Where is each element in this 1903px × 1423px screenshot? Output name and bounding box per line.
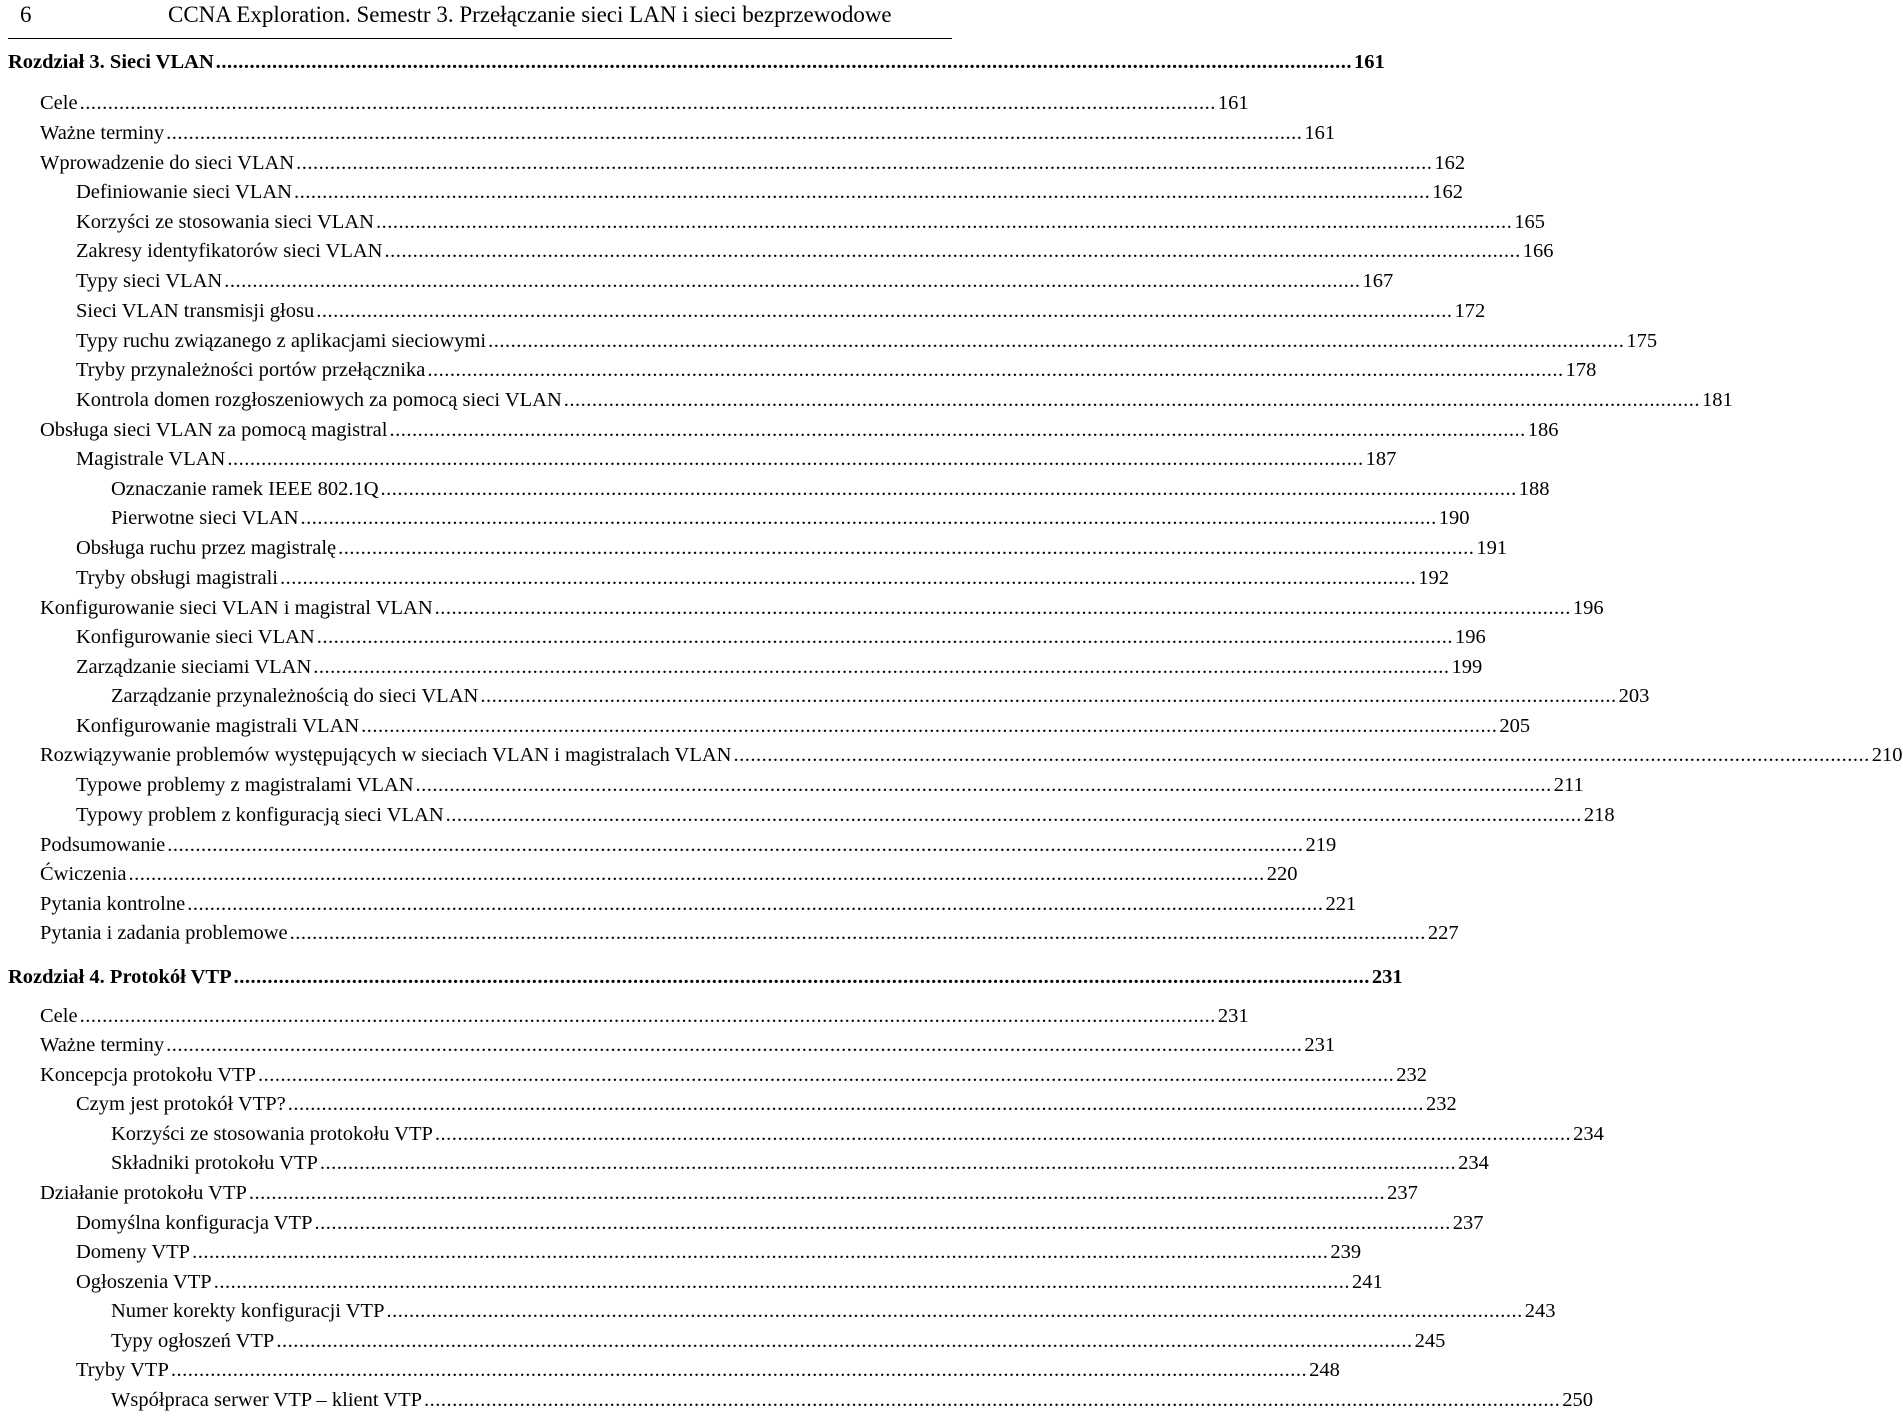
toc-entry-label: Kontrola domen rozgłoszeniowych za pomocą sieci VLAN xyxy=(76,389,562,411)
dot-leader: .......................................................................................................................................................................................................... xyxy=(338,537,1475,559)
toc-entry-label: Czym jest protokół VTP? xyxy=(76,1093,286,1115)
toc-entry-label: Rozwiązywanie problemów występujących w sieciach VLAN i magistralach VLAN xyxy=(40,744,732,766)
dot-leader: .......................................................................................................................................................................................................... xyxy=(167,834,1304,856)
dot-leader: .......................................................................................................................................................................................................... xyxy=(279,567,1417,589)
toc-entry[interactable] xyxy=(0,712,1531,740)
toc-chapter[interactable] xyxy=(0,963,1403,991)
dot-leader: .......................................................................................................................................................................................................... xyxy=(427,359,1564,381)
toc-entry[interactable] xyxy=(0,504,1470,532)
toc-entry-label: Korzyści ze stosowania protokołu VTP xyxy=(111,1123,433,1145)
dot-leader: .......................................................................................................................................................................................................... xyxy=(434,1123,1572,1145)
toc-page-number: 205 xyxy=(1499,715,1531,737)
dot-leader: .......................................................................................................................................................................................................... xyxy=(314,1212,1451,1234)
toc-page-number: 231 xyxy=(1304,1034,1336,1056)
toc-page-number: 187 xyxy=(1365,448,1397,470)
toc-entry-label: Cele xyxy=(40,92,78,114)
toc-page-number: 161 xyxy=(1304,122,1336,144)
toc-page-number: 162 xyxy=(1432,181,1463,203)
toc-page-number: 211 xyxy=(1553,774,1584,796)
toc-entry[interactable] xyxy=(0,1120,1604,1148)
toc-entry-label: Sieci VLAN transmisji głosu xyxy=(76,300,315,322)
toc-page-number: 245 xyxy=(1414,1330,1446,1352)
toc-entry[interactable] xyxy=(0,356,1597,384)
dot-leader: .......................................................................................................................................................................................................... xyxy=(215,51,1353,73)
dot-leader: .......................................................................................................................................................................................................... xyxy=(389,419,1526,441)
toc-entry[interactable] xyxy=(0,1090,1457,1118)
toc-entry-label: Konfigurowanie magistrali VLAN xyxy=(76,715,360,737)
toc-entry-label: Typy ogłoszeń VTP xyxy=(111,1330,275,1352)
toc-page-number: 227 xyxy=(1427,922,1459,944)
toc-entry[interactable] xyxy=(0,149,1466,177)
toc-entry-label: Wprowadzenie do sieci VLAN xyxy=(40,152,295,174)
toc-entry-label: Typy ruchu związanego z aplikacjami sieciowymi xyxy=(76,330,487,352)
toc-entry-label: Składniki protokołu VTP xyxy=(111,1152,318,1174)
dot-leader: .......................................................................................................................................................................................................... xyxy=(445,804,1582,826)
toc-page-number: 239 xyxy=(1330,1241,1362,1263)
toc-entry[interactable] xyxy=(0,178,1463,206)
toc-entry[interactable] xyxy=(0,534,1508,562)
toc-page-number: 220 xyxy=(1266,863,1298,885)
toc-entry[interactable] xyxy=(0,1356,1340,1384)
toc-entry[interactable] xyxy=(0,208,1545,236)
dot-leader: .......................................................................................................................................................................................................... xyxy=(361,715,1498,737)
dot-leader: .......................................................................................................................................................................................................... xyxy=(257,1064,1395,1086)
dot-leader: .......................................................................................................................................................................................................... xyxy=(563,389,1701,411)
toc-entry-label: Typy sieci VLAN xyxy=(76,270,223,292)
toc-page-number: 196 xyxy=(1454,626,1486,648)
toc-entry[interactable] xyxy=(0,682,1650,710)
toc-page-number: 232 xyxy=(1396,1064,1427,1086)
toc-page-number: 166 xyxy=(1522,240,1554,262)
toc-entry-label: Korzyści ze stosowania sieci VLAN xyxy=(76,211,374,233)
toc-entry-label: Magistrale VLAN xyxy=(76,448,226,470)
dot-leader: .......................................................................................................................................................................................................... xyxy=(380,478,1517,500)
toc-entry[interactable] xyxy=(0,1002,1249,1030)
toc-entry-label: Działanie protokołu VTP xyxy=(40,1182,247,1204)
toc-entry-label: Definiowanie sieci VLAN xyxy=(76,181,292,203)
toc-entry-label: Konfigurowanie sieci VLAN xyxy=(76,626,315,648)
toc-page-number: 237 xyxy=(1452,1212,1484,1234)
toc-page-number: 190 xyxy=(1438,507,1470,529)
toc-entry-label: Ćwiczenia xyxy=(40,863,127,885)
dot-leader: .......................................................................................................................................................................................................... xyxy=(233,966,1370,988)
dot-leader: .......................................................................................................................................................................................................... xyxy=(128,863,1265,885)
toc-page-number: 165 xyxy=(1514,211,1545,233)
toc-entry-label: Rozdział 3. Sieci VLAN xyxy=(8,51,214,73)
toc-entry[interactable] xyxy=(0,386,1733,414)
toc-page-number: 162 xyxy=(1434,152,1466,174)
dot-leader: .......................................................................................................................................................................................................... xyxy=(415,774,1552,796)
toc-entry-label: Pytania i zadania problemowe xyxy=(40,922,288,944)
dot-leader: .......................................................................................................................................................................................................... xyxy=(434,597,1571,619)
dot-leader: .......................................................................................................................................................................................................... xyxy=(166,122,1303,144)
toc-entry[interactable] xyxy=(0,564,1449,592)
toc-entry-label: Pierwotne sieci VLAN xyxy=(111,507,299,529)
dot-leader: .......................................................................................................................................................................................................... xyxy=(386,1300,1523,1322)
dot-leader: .......................................................................................................................................................................................................... xyxy=(248,1182,1386,1204)
dot-leader: .......................................................................................................................................................................................................... xyxy=(79,1005,1216,1027)
toc-entry-label: Zakresy identyfikatorów sieci VLAN xyxy=(76,240,383,262)
dot-leader: .......................................................................................................................................................................................................... xyxy=(79,92,1216,114)
toc-page-number: 248 xyxy=(1309,1359,1340,1381)
dot-leader: .......................................................................................................................................................................................................... xyxy=(213,1271,1350,1293)
toc-page-number: 219 xyxy=(1305,834,1337,856)
toc-entry[interactable] xyxy=(0,1297,1556,1325)
toc-page-number: 172 xyxy=(1454,300,1486,322)
dot-leader: .......................................................................................................................................................................................................... xyxy=(224,270,1361,292)
toc-entry-label: Cele xyxy=(40,1005,78,1027)
toc-page-number: 203 xyxy=(1618,685,1650,707)
toc-page-number: 232 xyxy=(1426,1093,1457,1115)
toc-entry-label: Rozdział 4. Protokół VTP xyxy=(8,966,232,988)
toc-entry[interactable] xyxy=(0,1209,1484,1237)
dot-leader: .......................................................................................................................................................................................................... xyxy=(289,922,1426,944)
toc-page-number: 243 xyxy=(1524,1300,1556,1322)
toc-entry[interactable] xyxy=(0,1327,1446,1355)
toc-entry-label: Ważne terminy xyxy=(40,122,165,144)
toc-entry[interactable] xyxy=(0,445,1397,473)
toc-entry[interactable] xyxy=(0,119,1336,147)
toc-page-number: 192 xyxy=(1418,567,1449,589)
toc-entry[interactable] xyxy=(0,594,1604,622)
toc-page-number: 234 xyxy=(1458,1152,1489,1174)
toc-entry[interactable] xyxy=(0,89,1249,117)
dot-leader: .......................................................................................................................................................................................................... xyxy=(384,240,1521,262)
dot-leader: .......................................................................................................................................................................................................... xyxy=(480,685,1617,707)
toc-page-number: 234 xyxy=(1573,1123,1604,1145)
dot-leader: .......................................................................................................................................................................................................... xyxy=(313,656,1450,678)
toc-entry[interactable] xyxy=(0,919,1459,947)
toc-page-number: 186 xyxy=(1527,419,1559,441)
toc-entry-label: Tryby VTP xyxy=(76,1359,169,1381)
dot-leader: .......................................................................................................................................................................................................... xyxy=(192,1241,1329,1263)
toc-entry-label: Współpraca serwer VTP – klient VTP xyxy=(111,1389,423,1411)
dot-leader: .......................................................................................................................................................................................................... xyxy=(300,507,1437,529)
toc-entry-label: Koncepcja protokołu VTP xyxy=(40,1064,256,1086)
toc-entry-label: Tryby przynależności portów przełącznika xyxy=(76,359,426,381)
toc-entry[interactable] xyxy=(0,831,1337,859)
dot-leader: .......................................................................................................................................................................................................... xyxy=(227,448,1364,470)
toc-page-number: 181 xyxy=(1702,389,1733,411)
toc-entry[interactable] xyxy=(0,623,1486,651)
toc-page-number: 161 xyxy=(1217,92,1249,114)
toc-page-number: 221 xyxy=(1325,893,1357,915)
toc-entry-label: Obsługa sieci VLAN za pomocą magistral xyxy=(40,419,388,441)
toc-entry-label: Ważne terminy xyxy=(40,1034,165,1056)
dot-leader: .......................................................................................................................................................................................................... xyxy=(319,1152,1457,1174)
running-title: CCNA Exploration. Semestr 3. Przełączanie sieci LAN i sieci bezprzewodowe xyxy=(168,2,892,27)
dot-leader: .......................................................................................................................................................................................................... xyxy=(287,1093,1424,1115)
toc-entry[interactable] xyxy=(0,416,1559,444)
toc-entry[interactable] xyxy=(0,237,1554,265)
toc-page-number: 250 xyxy=(1562,1389,1594,1411)
toc-page-number: 178 xyxy=(1565,359,1597,381)
dot-leader: .......................................................................................................................................................................................................... xyxy=(375,211,1513,233)
toc-entry-label: Typowe problemy z magistralami VLAN xyxy=(76,774,414,796)
toc-entry-label: Domeny VTP xyxy=(76,1241,191,1263)
toc-page-number: 231 xyxy=(1217,1005,1249,1027)
toc-entry-label: Zarządzanie sieciami VLAN xyxy=(76,656,312,678)
toc-entry[interactable] xyxy=(0,653,1483,681)
toc-page-number: 199 xyxy=(1451,656,1483,678)
toc-entry[interactable] xyxy=(0,1031,1336,1059)
toc-entry[interactable] xyxy=(0,890,1357,918)
toc-entry-label: Typowy problem z konfiguracją sieci VLAN xyxy=(76,804,444,826)
toc-page-number: 175 xyxy=(1626,330,1658,352)
toc-page-number: 241 xyxy=(1351,1271,1383,1293)
toc-page-number: 218 xyxy=(1583,804,1615,826)
toc-chapter[interactable] xyxy=(0,48,1385,76)
dot-leader: .......................................................................................................................................................................................................... xyxy=(170,1359,1308,1381)
toc-entry[interactable] xyxy=(0,1061,1427,1089)
toc-page-number: 167 xyxy=(1362,270,1394,292)
toc-entry[interactable] xyxy=(0,1386,1594,1414)
toc-entry-label: Zarządzanie przynależnością do sieci VLAN xyxy=(111,685,479,707)
toc-page-number: 237 xyxy=(1387,1182,1418,1204)
toc-entry[interactable] xyxy=(0,475,1550,503)
toc-entry[interactable] xyxy=(0,267,1394,295)
toc-entry[interactable] xyxy=(0,1268,1383,1296)
dot-leader: .......................................................................................................................................................................................................... xyxy=(316,300,1453,322)
toc-entry[interactable] xyxy=(0,1149,1489,1177)
toc-entry[interactable] xyxy=(0,1179,1418,1207)
page-number: 6 xyxy=(20,2,32,27)
dot-leader: .......................................................................................................................................................................................................... xyxy=(296,152,1433,174)
toc-entry[interactable] xyxy=(0,860,1298,888)
toc-entry-label: Ogłoszenia VTP xyxy=(76,1271,212,1293)
dot-leader: .......................................................................................................................................................................................................... xyxy=(293,181,1431,203)
toc-entry-label: Oznaczanie ramek IEEE 802.1Q xyxy=(111,478,379,500)
dot-leader: .......................................................................................................................................................................................................... xyxy=(488,330,1625,352)
toc-entry[interactable] xyxy=(0,297,1486,325)
toc-entry-label: Tryby obsługi magistrali xyxy=(76,567,278,589)
dot-leader: .......................................................................................................................................................................................................... xyxy=(276,1330,1413,1352)
toc-page-number: 188 xyxy=(1518,478,1550,500)
dot-leader: .......................................................................................................................................................................................................... xyxy=(187,893,1324,915)
toc-page-number: 210 xyxy=(1871,744,1903,766)
toc-page-number: 191 xyxy=(1476,537,1508,559)
toc-entry-label: Pytania kontrolne xyxy=(40,893,186,915)
toc-page-number: 161 xyxy=(1354,51,1385,73)
toc-entry-label: Obsługa ruchu przez magistralę xyxy=(76,537,337,559)
toc-entry[interactable] xyxy=(0,1238,1362,1266)
toc-entry-label: Domyślna konfiguracja VTP xyxy=(76,1212,313,1234)
toc-entry-label: Numer korekty konfiguracji VTP xyxy=(111,1300,385,1322)
toc-entry[interactable] xyxy=(0,327,1658,355)
toc-entry[interactable] xyxy=(0,741,1903,769)
dot-leader: .......................................................................................................................................................................................................... xyxy=(424,1389,1561,1411)
toc-page-number: 196 xyxy=(1572,597,1604,619)
dot-leader: .......................................................................................................................................................................................................... xyxy=(316,626,1453,648)
toc-entry[interactable] xyxy=(0,801,1615,829)
dot-leader: .......................................................................................................................................................................................................... xyxy=(733,744,1870,766)
toc-entry[interactable] xyxy=(0,771,1584,799)
toc-page-number: 231 xyxy=(1371,966,1403,988)
dot-leader: .......................................................................................................................................................................................................... xyxy=(166,1034,1303,1056)
toc-entry-label: Konfigurowanie sieci VLAN i magistral VLAN xyxy=(40,597,433,619)
toc-entry-label: Podsumowanie xyxy=(40,834,166,856)
